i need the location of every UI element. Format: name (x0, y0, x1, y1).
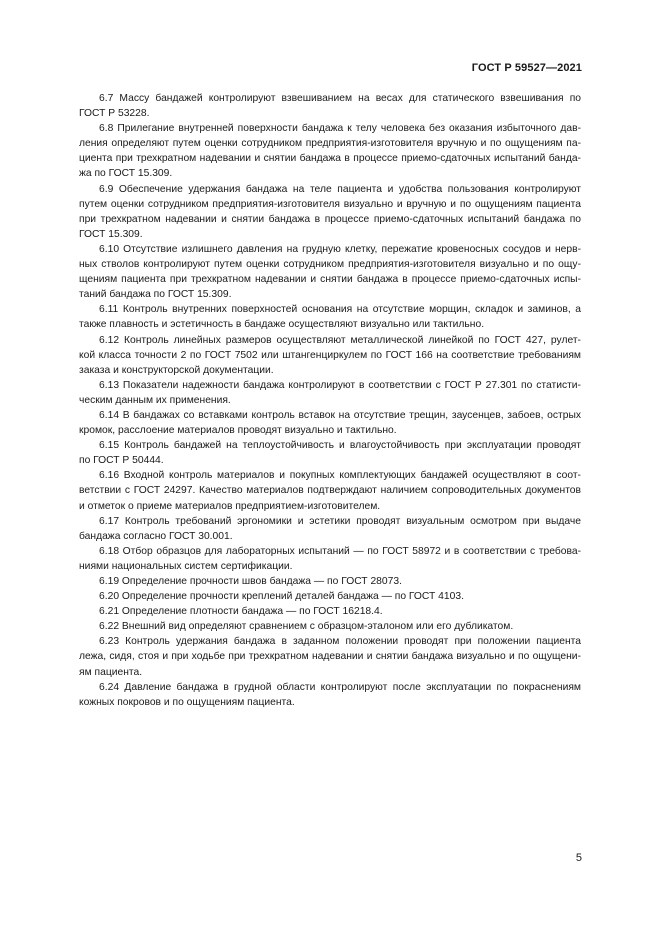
text-line: по ГОСТ Р 50444. (79, 455, 164, 467)
text-line: лежа, сидя, стоя и при ходьбе при трехкратном надевании и снятии бандажа визуально и по ощущени- (79, 651, 581, 663)
text-line: 6.12 Контроль линейных размеров осуществляют металлической линейкой по ГОСТ 427, рулет- (99, 334, 581, 346)
text-line: кой класса точности 2 по ГОСТ 7502 или штангенциркулем по ГОСТ 166 на соответствие требованиям (79, 349, 581, 361)
paragraph (79, 333, 581, 378)
text-line: ниями национальных систем сертификации. (79, 560, 293, 572)
document-code-header: ГОСТ Р 59527—2021 (471, 62, 582, 74)
text-line: 6.20 Определение прочности креплений деталей бандажа — по ГОСТ 4103. (99, 591, 464, 603)
text-line: ления определяют путем оценки сотрудником предприятия-изготовителя вручную и по ощущениям па- (79, 138, 581, 150)
paragraph (79, 574, 581, 589)
text-line: кромок, расслоение материалов проводят визуально и тактильно. (79, 425, 397, 437)
document-body (79, 91, 581, 710)
text-line: бандажа согласно ГОСТ 30.001. (79, 530, 233, 542)
text-line: 6.21 Определение плотности бандажа — по ГОСТ 16218.4. (99, 606, 383, 618)
text-line: 6.15 Контроль бандажей на теплоустойчивость и влагоустойчивость при эксплуатации проводят (99, 440, 581, 452)
text-line: 6.24 Давление бандажа в грудной области контролируют после эксплуатации по покраснениям (99, 681, 581, 693)
paragraph (79, 438, 581, 468)
text-line: заказа и конструкторской документации. (79, 364, 274, 376)
paragraph (79, 302, 581, 332)
paragraph (79, 468, 581, 513)
paragraph (79, 604, 581, 619)
text-line: ветствии с ГОСТ 24297. Качество материалов подтверждают наличием сопроводительных документов (79, 485, 581, 497)
text-line: 6.18 Отбор образцов для лабораторных испытаний — по ГОСТ 58972 и в соответствии с требова- (99, 545, 581, 557)
paragraph (79, 619, 581, 634)
text-line: таний бандажа по ГОСТ 15.309. (79, 289, 232, 301)
text-line: 6.10 Отсутствие излишнего давления на грудную клетку, пережатие кровеносных сосудов и нерв- (99, 243, 581, 255)
text-line: 6.22 Внешний вид определяют сравнением с образцом-эталоном или его дубликатом. (99, 621, 514, 633)
text-line: ческим данным их применения. (79, 394, 231, 406)
text-line: ГОСТ 15.309. (79, 228, 143, 240)
text-line: ГОСТ Р 53228. (79, 108, 150, 120)
paragraph (79, 242, 581, 302)
paragraph (79, 589, 581, 604)
text-line: 6.8 Прилегание внутренней поверхности бандажа к телу человека без оказания избыточного дав- (99, 123, 581, 135)
text-line: также плавность и эстетичность в бандаже осуществляют визуально или тактильно. (79, 319, 485, 331)
text-line: путем оценки сотрудником предприятия-изготовителя визуально и вручную и по ощущениям пациента (79, 198, 581, 210)
paragraph (79, 514, 581, 544)
text-line: 6.11 Контроль внутренних поверхностей основания на отсутствие морщин, складок и заминов, а (99, 304, 581, 316)
text-line: ям пациента. (79, 666, 143, 678)
paragraph (79, 182, 581, 242)
paragraph (79, 121, 581, 181)
text-line: щениям пациента при трехкратном надевании и снятии бандажа в процессе приемо-сдаточных испы- (79, 274, 581, 286)
paragraph (79, 680, 581, 710)
text-line: циента при трехкратном надевании и снятии бандажа в процессе приемо-сдаточных испытаний банда- (79, 153, 581, 165)
text-line: 6.17 Контроль требований эргономики и эстетики проводят визуальным осмотром при выдаче (99, 515, 581, 527)
text-line: 6.23 Контроль удержания бандажа в заданном положении проводят при положении пациента (99, 636, 581, 648)
page-number: 5 (575, 852, 582, 864)
paragraph (79, 408, 581, 438)
text-line: 6.14 В бандажах со вставками контроль вставок на отсутствие трещин, заусенцев, забоев, острых (99, 409, 581, 421)
text-line: и отметок о приеме материалов предприятием-изготовителем. (79, 500, 381, 512)
paragraph (79, 91, 581, 121)
text-line: 6.7 Массу бандажей контролируют взвешиванием на весах для статического взвешивания по (99, 93, 581, 104)
paragraph (79, 634, 581, 679)
text-line: 6.16 Входной контроль материалов и покупных комплектующих бандажей осуществляют в соот- (99, 470, 581, 482)
text-line: 6.9 Обеспечение удержания бандажа на теле пациента и удобства пользования контролируют (99, 183, 581, 195)
text-line: кожных покровов и по ощущениям пациента. (79, 696, 295, 708)
paragraph (79, 544, 581, 574)
text-line: ных стволов контролируют путем оценки сотрудником предприятия-изготовителя визуально и по ощу- (79, 259, 581, 271)
text-line: 6.19 Определение прочности швов бандажа — по ГОСТ 28073. (99, 576, 402, 587)
text-line: 6.13 Показатели надежности бандажа контролируют в соответствии с ГОСТ Р 27.301 по статисти- (99, 379, 581, 391)
text-line: при трехкратном надевании и снятии бандажа в процессе приемо-сдаточных испытаний бандажа по (79, 213, 581, 225)
paragraph (79, 378, 581, 408)
text-line: жа по ГОСТ 15.309. (79, 168, 173, 180)
